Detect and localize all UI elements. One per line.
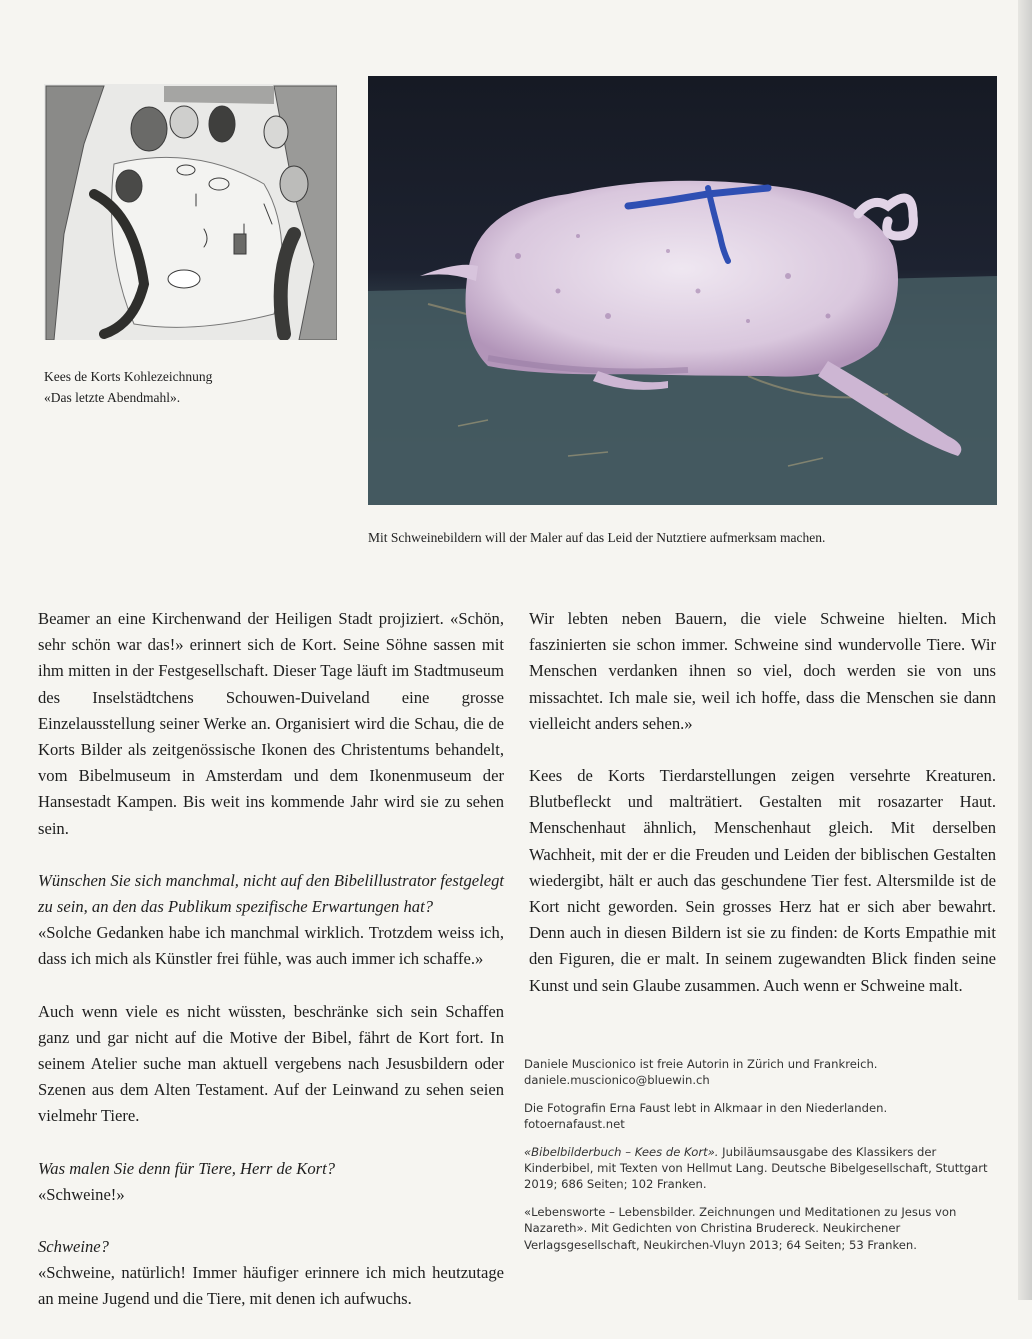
note-book-2: «Lebensworte – Lebensbilder. Zeichnungen und Meditationen zu Jesus von Nazareth». Mit Gedichten von Christina Brudereck. Neukirchener Verlagsgesellschaft, Neukirchen-Vluyn 2013; 64 Seiten; 53 Franken. [524,1204,957,1252]
drawing-caption [44,366,344,408]
note-photographer-url: fotoernafaust.net [524,1117,625,1132]
interview-answer-1: «Solche Gedanken habe ich manchmal wirklich. Trotzdem weiss ich, dass ich mich als Künstler frei fühle, was auch immer ich schaffe.» [38,923,504,969]
note-book-1-title: «Bibelbilderbuch – Kees de Kort». [524,1144,719,1159]
drawing-caption-line1: Kees de Korts Kohlezeichnung [44,369,213,384]
note-photographer [524,1100,994,1133]
painting-pig [368,76,997,505]
note-author-text: Daniele Muscionico ist freie Autorin in Zürich und Frankreich. [524,1057,878,1071]
painting-caption: Mit Schweinebildern will der Maler auf das Leid der Nutztiere aufmerksam machen. [368,530,826,545]
note-author [524,1056,994,1089]
note-book-1-details: Jubiläumsausgabe des Klassikers der Kinderbibel, mit Texten von Hellmut Lang. Deutsche Bibelgesellschaft, Stuttgart 2019; 686 Seiten; 102 Franken. [524,1144,988,1192]
right-paragraph-1: Wir lebten neben Bauern, die viele Schweine hielten. Mich faszinierten sie schon immer. Schweine sind wundervolle Tiere. Wir Menschen verdanken ihnen so viel, doch werden sie von uns missachtet. Ich male sie, weil ich hoffe, dass die Menschen sie dann vielleicht anders sehen.» [529,609,996,733]
note-book-1 [524,1144,994,1193]
article-right-column [529,606,996,1025]
article-left-column [38,606,504,1339]
left-paragraph-2: Auch wenn viele es nicht wüssten, beschränke sich sein Schaffen ganz und gar nicht auf die Motive der Bibel, fährt de Kort fort. In seinem Atelier suche man aktuell vergebens nach Jesusbildern oder Szenen aus dem Alten Testament. Auf der Leinwand zu sehen seien vielmehr Tiere. [38,1001,504,1126]
note-photographer-text: Die Fotografin Erna Faust lebt in Alkmaar in den Niederlanden. [524,1100,888,1115]
right-paragraph-2: Kees de Korts Tierdarstellungen zeigen versehrte Kreaturen. Blutbefleckt und malträtiert. Gestalten mit rosazarter Haut. Menschenhaut ähnlich, Menschenhaut gleich. Mit derselben Wachheit, mit der er die Freuden und Leiden der biblischen Gestalten wiedergibt, hält er auch das geschundene Tier fest. Altersmilde ist de Kort nicht geworden. Sein grosses Herz hat er sich aber bewahrt. Denn auch in diesen Bildern ist sie zu finden: de Korts Empathie mit den Figuren, die er malt. In seinem zugewandten Blick finden seine Kunst und sein Glaube zusammen. Auch wenn er Schweine malt. [529,766,996,995]
interview-question-3: Schweine? [38,1237,109,1257]
drawing-caption-line2: «Das letzte Abendmahl». [44,390,181,405]
interview-question-1: Wünschen Sie sich manchmal, nicht auf den Bibelillustrator festgelegt zu sein, an den das Publikum spezifische Erwartungen hat? [38,870,504,917]
author-notes [524,1056,994,1264]
page-spine-shadow [1018,0,1032,1300]
left-paragraph-1: Beamer an eine Kirchenwand der Heiligen Stadt projiziert. «Schön, sehr schön war das!» erinnert sich de Kort. Seine Söhne sassen mit ihm mitten in der Festgesellschaft. Dieser Tage läuft im Stadtmuseum des Inselstädtchens Schouwen-Duiveland eine grosse Einzelausstellung seiner Werke an. Organisiert wird die Schau, die de Korts Bilder als zeitgenössische Ikonen des Christentums behandelt, vom Bibelmuseum in Amsterdam und dem Ikonenmuseum der Hansestadt Kampen. Bis weit ins kommende Jahr wird sie zu sehen sein. [38,609,504,838]
interview-answer-3: «Schweine, natürlich! Immer häufiger erinnere ich mich heutzutage an meine Jugend und die Tiere, mit denen ich aufwuchs. [38,1263,504,1309]
note-author-email: daniele.muscionico@bluewin.ch [524,1073,710,1088]
interview-answer-2: «Schweine!» [38,1184,125,1204]
drawing-last-supper [44,84,337,340]
interview-question-2: Was malen Sie denn für Tiere, Herr de Kort? [38,1158,335,1178]
